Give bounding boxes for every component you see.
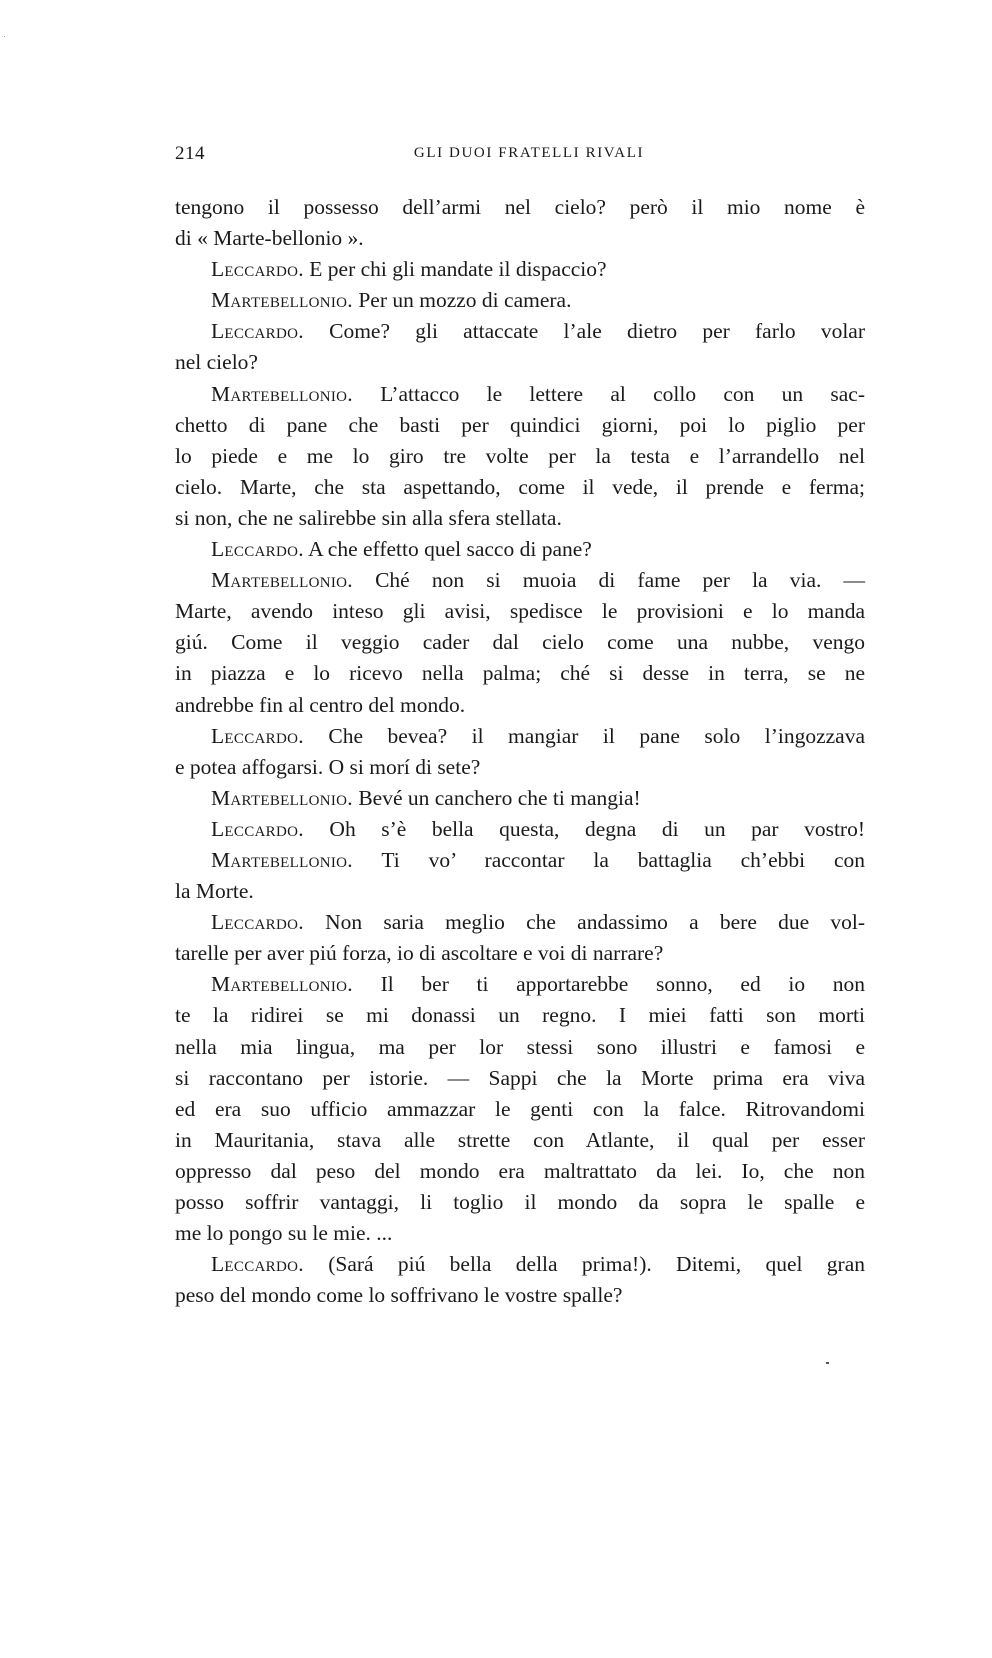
line-text: oppresso dal peso del mondo era maltrattato da lei. Io, che non	[175, 1158, 865, 1183]
line-text: tarelle per aver piú forza, io di ascoltare e voi di narrare?	[175, 941, 664, 966]
text-line	[175, 783, 865, 814]
line-text: di « Marte-bellonio ».	[175, 226, 364, 251]
speaker-name: Leccardo.	[211, 319, 304, 344]
text-line	[175, 1156, 865, 1187]
text-line	[175, 1000, 865, 1031]
text-line	[175, 907, 865, 938]
text-line	[175, 1187, 865, 1218]
scan-speck	[4, 36, 5, 37]
text-line	[175, 285, 865, 316]
line-text: Per un mozzo di camera.	[352, 288, 572, 313]
speaker-name: Leccardo.	[211, 816, 304, 841]
line-text: posso soffrir vantaggi, li toglio il mondo da sopra le spalle e	[175, 1190, 865, 1214]
line-text: nel cielo?	[175, 350, 258, 375]
text-line	[175, 627, 865, 658]
text-line	[175, 969, 865, 1000]
text-line	[175, 1280, 865, 1311]
text-line	[175, 1032, 865, 1063]
line-text: cielo. Marte, che sta aspettando, come il vede, il prende e ferma;	[175, 474, 865, 499]
speaker-name: Leccardo.	[211, 537, 304, 562]
text-line	[175, 1218, 865, 1249]
text-line	[175, 752, 865, 783]
line-text: si non, che ne salirebbe sin alla sfera stellata.	[175, 505, 562, 530]
speaker-name: Leccardo.	[211, 257, 304, 282]
line-text: L’attacco le lettere al collo con un sac-	[352, 381, 865, 406]
speaker-name: Martebellonio.	[211, 847, 353, 872]
text-line	[175, 565, 865, 596]
line-text: giú. Come il veggio cader dal cielo come una nubbe, vengo	[175, 630, 865, 655]
line-text: Bevé un canchero che ti mangia!	[352, 785, 641, 810]
speaker-name: Leccardo.	[211, 910, 304, 935]
line-text: si raccontano per istorie. — Sappi che la Morte prima era viva	[175, 1065, 865, 1090]
text-line	[175, 316, 865, 347]
line-text: e potea affogarsi. O si morí di sete?	[175, 754, 481, 779]
text-line	[175, 1249, 865, 1280]
text-line	[175, 1094, 865, 1125]
line-text: E per chi gli mandate il dispaccio?	[303, 257, 607, 282]
running-head	[175, 143, 865, 167]
text-line	[175, 1125, 865, 1156]
text-line	[175, 845, 865, 876]
line-text: (Sará piú bella della prima!). Ditemi, quel gran	[303, 1252, 865, 1277]
text-line	[175, 596, 865, 627]
line-text: Il ber ti apportarebbe sonno, ed io non	[352, 972, 865, 997]
text-line	[175, 503, 865, 534]
line-text: in piazza e lo ricevo nella palma; ché si desse in terra, se ne	[175, 661, 865, 686]
text-line	[175, 441, 865, 472]
line-text: lo piede e me lo giro tre volte per la testa e l’arrandello nel	[175, 443, 865, 468]
line-text: nella mia lingua, ma per lor stessi sono illustri e famosi e	[175, 1034, 865, 1059]
line-text: te la ridirei se mi donassi un regno. I miei fatti son morti	[175, 1003, 865, 1028]
text-line	[175, 223, 865, 254]
text-line	[175, 192, 865, 223]
text-line	[175, 938, 865, 969]
text-line	[175, 690, 865, 721]
text-line	[175, 472, 865, 503]
speaker-name: Martebellonio.	[211, 972, 353, 997]
text-line	[175, 534, 865, 565]
line-text: Oh s’è bella questa, degna di un par vostro!	[303, 816, 865, 841]
text-line	[175, 721, 865, 752]
speaker-name: Leccardo.	[211, 723, 304, 748]
text-line	[175, 410, 865, 441]
speaker-name: Martebellonio.	[211, 568, 353, 593]
text-line	[175, 876, 865, 907]
speaker-name: Martebellonio.	[211, 381, 353, 406]
line-text: ed era suo ufficio ammazzar le genti con la falce. Ritrovandomi	[175, 1096, 865, 1121]
scan-speck	[826, 1362, 829, 1364]
speaker-name: Leccardo.	[211, 1252, 304, 1277]
line-text: Ti vo’ raccontar la battaglia ch’ebbi con	[352, 847, 865, 872]
line-text: tengono il possesso dell’armi nel cielo? però il mio nome è	[175, 195, 865, 219]
line-text: Come? gli attaccate l’ale dietro per farlo volar	[303, 319, 865, 344]
body-text	[175, 192, 865, 1311]
line-text: Che bevea? il mangiar il pane solo l’ingozzava	[303, 723, 865, 748]
text-line	[175, 254, 865, 285]
line-text: chetto di pane che basti per quindici giorni, poi lo piglio per	[175, 412, 865, 437]
line-text: Marte, avendo inteso gli avisi, spedisce le provisioni e lo manda	[175, 599, 865, 624]
line-text: andrebbe fin al centro del mondo.	[175, 692, 466, 717]
line-text: Non saria meglio che andassimo a bere due vol-	[303, 910, 865, 935]
page-number: 214	[175, 143, 205, 164]
running-title: GLI DUOI FRATELLI RIVALI	[413, 145, 645, 161]
line-text: in Mauritania, stava alle strette con Atlante, il qual per esser	[175, 1127, 865, 1152]
text-line	[175, 379, 865, 410]
line-text: peso del mondo come lo soffrivano le vostre spalle?	[175, 1283, 623, 1308]
text-line	[175, 658, 865, 689]
speaker-name: Martebellonio.	[211, 288, 353, 313]
speaker-name: Martebellonio.	[211, 785, 353, 810]
line-text: me lo pongo su le mie. ...	[175, 1221, 393, 1246]
line-text: Ché non si muoia di fame per la via. —	[352, 568, 865, 593]
text-line	[175, 347, 865, 378]
text-line	[175, 1063, 865, 1094]
line-text: A che effetto quel sacco di pane?	[303, 537, 592, 562]
line-text: la Morte.	[175, 879, 254, 904]
text-line	[175, 814, 865, 845]
